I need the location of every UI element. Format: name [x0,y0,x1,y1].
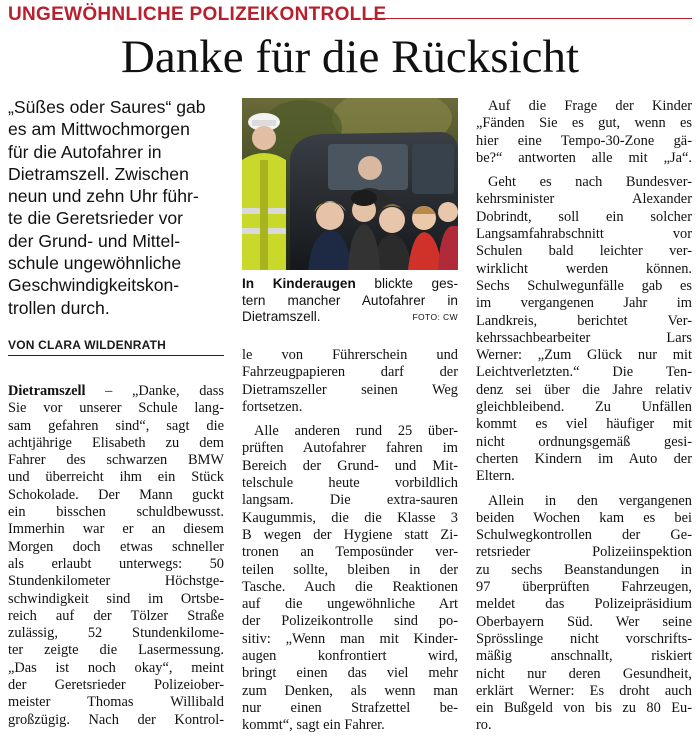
text-line: Landkreis, berichtet Ver- [476,312,692,329]
text-line: zulässig, 52 Stundenkilome- [8,625,224,642]
teaser-line: te die Geretsrieder vor [8,208,184,229]
text-line: und überreicht ihm ein Stück [8,469,224,486]
text-line: le von Führerschein und [242,347,458,363]
kicker-divider [372,18,692,19]
text-line: Oberbayern Süd. Wer seine [476,613,692,630]
paragraph-gap [476,167,692,174]
text-line: ro. [476,717,492,734]
text-line: teilen sollte, bleiben in der [242,561,458,578]
text-line: prüften Autofahrer fahren im [242,440,458,457]
photo-credit: FOTO: CW [412,312,458,322]
article-column-2 [242,347,458,735]
text-line: be?“ antworten alle mit „Ja“. [476,149,692,166]
article-photo [242,98,458,270]
article-kicker: UNGEWÖHNLICHE POLIZEIKONTROLLE [8,4,387,25]
dateline: Dietramszell [8,383,86,399]
text-line: Alle anderen rund 25 über- [254,423,458,440]
text-line: Dietramszeller seinen Weg [242,381,458,398]
text-line: ein Bußgeld von bis zu 80 Eu- [476,700,692,717]
text-line: tronen an Temposünder ver- [242,544,458,561]
text-line: Sie vor unserer Schule lang- [8,400,224,417]
text-line: kommt“, sagt ein Fahrer. [242,717,385,734]
text-line: im vergangenen Jahr im [476,295,692,312]
byline-divider [8,355,224,356]
text-line: nicht nur deren Gesundheit, [476,665,692,682]
text-line [8,383,224,400]
text-line: zu sechs Beanstandungen in [476,561,692,578]
text-line: beiden Wochen kam es bei [476,509,692,526]
article-headline: Danke für die Rücksicht [120,31,580,83]
text-line: Bereich der Grund- und Mit- [242,457,458,474]
text-line: fortsetzen. [242,398,303,415]
paragraph-gap [242,416,458,423]
text-line: Tasche. Auch die Reaktionen [242,578,458,595]
text-line: sitiv: „Wenn man mit Kinder- [242,630,458,647]
text-line: meister Thomas Willibald [8,694,224,711]
text-line: B wegen der Hygiene statt Zi- [242,526,458,543]
teaser-line: neun und zehn Uhr führ- [8,186,199,207]
text-line: nicht ordnungsgemäß gesi- [476,433,692,450]
text-line: Dobrindt, soll ein solcher [476,208,692,225]
author-byline: VON CLARA WILDENRATH [8,338,166,352]
text-line: 97 überprüften Fahrzeugen, [476,579,692,596]
text-line: Allein in den vergangenen [488,492,692,509]
teaser-line: Geschwindigkeitskon- [8,275,180,296]
text-line: wirklicht werden können. [476,260,692,277]
text-line: Fahrzeugpapieren darf der [242,364,458,381]
text-line: kehrssachbearbeiter Lars [476,329,692,346]
caption-fragment: Dietramszell. [242,309,321,324]
text-line: denz sei über die Jahre relativ [476,381,692,398]
text-line: Schulen bald leichter ver- [476,243,692,260]
caption-line: tern mancher Autofahrer in [242,292,458,308]
text-line: kommt es viel häufiger mit [476,416,692,433]
text-line: telschule heute vorbildlich [242,475,458,492]
text-line: mäßig anschnallt, riskiert [476,648,692,665]
text-line: Schokolade. Der Mann guckt [8,486,224,503]
text-line: ter zeigte die Lasermessung. [8,642,224,659]
article-column-1 [8,383,224,729]
text-line: cherten Kindern im Auto der [476,450,692,467]
text-line: der Polizeikontrolle sind po- [242,613,458,630]
text-line: Kaugummis, die die Klasse 3 [242,509,458,526]
photo-caption [242,276,458,326]
text-line: auf die ungewöhnliche Art [242,596,458,613]
text-line: Eltern. [476,468,515,485]
teaser-line: der Grund- und Mittel- [8,230,181,251]
text-line: als erlaubt unterwegs: 50 [8,555,224,572]
article-column-3 [476,98,692,735]
caption-line [242,276,458,293]
text-line: Fahrer des schwarzen BMW [8,452,224,469]
text-line: bringt einen das viel mehr [242,665,458,682]
caption-line [242,309,458,326]
text-line: Werner: „Zum Glück nur mit [476,347,692,364]
text-line: retsrieder Polizeiinspektion [476,544,692,561]
caption-lead: In Kinderaugen [242,276,356,291]
teaser-line: es am Mittwochmorgen [8,119,190,140]
text-line: schwindigkeit sind im Ortsbe- [8,590,224,607]
text-line: nur einen Strafzettel be- [242,699,458,716]
paragraph-gap [476,486,692,493]
text-line: Langsamfahrabschnitt vor [476,226,692,243]
teaser-line: trollen durch. [8,297,110,318]
text-line: Geht es nach Bundesver- [488,174,692,191]
text-line: hier eine Tempo-30-Zone gä- [476,132,692,149]
text-line: zum Denken, als wenn man [242,682,458,699]
text-line: langsam. Die extra-sauren [242,492,458,509]
text-line: gleichbleibend. Zu Unfällen [476,399,692,416]
article-teaser [8,96,234,319]
text-line: achtjährige Elisabeth zu dem [8,434,224,451]
text-line: kehrsminister Alexander [476,191,692,208]
text-line: Morgen doch etwas schneller [8,538,224,555]
text-line: der Geretsrieder Polizeiober- [8,677,224,694]
text-line: erklärt Werner: Es droht auch [476,682,692,699]
teaser-line: Dietramszell. Zwischen [8,163,189,184]
teaser-line: für die Autofahrer in [8,141,162,162]
teaser-line: „Süßes oder Saures“ gab [8,97,206,117]
text-line: Sprösslinge nicht vorschrifts- [476,630,692,647]
text-line: augen konfrontiert wird, [242,648,458,665]
text-line: „Das ist noch okay“, meint [8,659,224,676]
teaser-line: schule ungewöhnliche [8,253,182,274]
text-line: großzügig. Nach der Kontrol- [8,711,224,728]
caption-fragment: blickte ges- [355,276,458,291]
text-line: Leichtverletzten.“ Die Ten- [476,364,692,381]
text-line: reich auf der Tölzer Straße [8,607,224,624]
text-line: Schulwegkontrollen der Ge- [476,527,692,544]
photo-illustration [242,98,458,270]
text-line: ein bisschen schuldbewusst. [8,504,224,521]
text-line: Immerhin war er an diesem [8,521,224,538]
text-line: sam gefahren sind“, sagt die [8,417,224,434]
text-fragment: – „Danke, dass [85,383,224,399]
text-line: Stundenkilometer Höchstge- [8,573,224,590]
text-line: Auf die Frage der Kinder [488,98,692,114]
text-line: Sechs Schulwegunfälle gab es [476,277,692,294]
text-line: meldet das Polizeipräsidium [476,596,692,613]
text-line: „Fänden Sie es gut, wenn es [476,115,692,132]
